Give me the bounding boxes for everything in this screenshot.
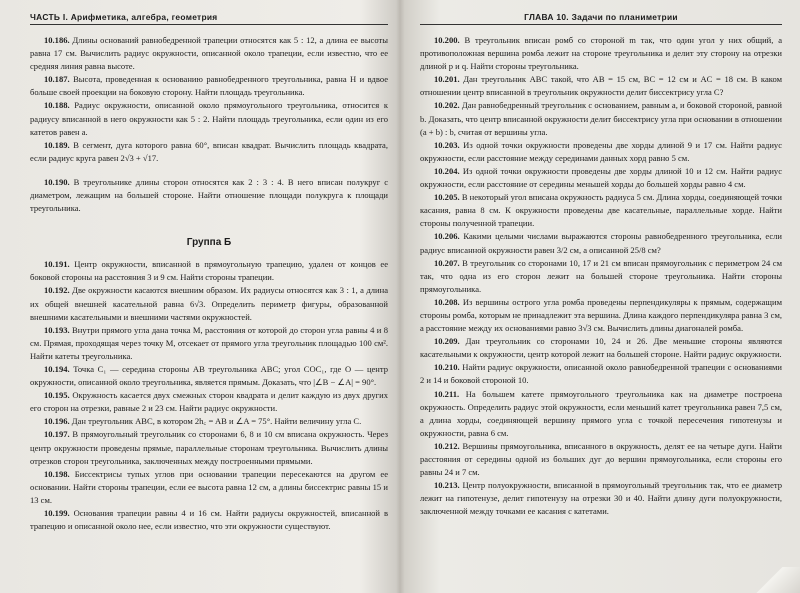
problem-text: Две окружности касаются внешним образом. Их радиусы относятся как 3 : 1, а длина их общей внешней касательной равна 6√3. Определить периметр фигуры, образованной внешними касательными и внешними частями окружностей.: [30, 285, 388, 322]
left-problems-bottom: [30, 258, 388, 533]
problem-number: 10.198.: [44, 468, 70, 479]
problem-text: Внутри прямого угла дана точка M, расстояния от которой до сторон угла равны 4 и 8 см. Прямая, проходящая через точку M, отсекает от прямого угла треугольник площадью 100 см². Найти катеты треугольника.: [30, 324, 388, 361]
problem-number: 10.202.: [434, 100, 460, 111]
problem-text: Из одной точки окружности проведены две хорды длиной 9 и 17 см. Найти радиус окружности, если расстояние между серединами данных хорд равно 5 см.: [420, 139, 782, 163]
problem-number: 10.208.: [434, 296, 460, 307]
problem-10-196: [30, 415, 388, 428]
problem-number: 10.197.: [44, 429, 70, 440]
problem-number: 10.191.: [44, 259, 70, 270]
problem-number: 10.204.: [434, 165, 460, 176]
problem-number: 10.200.: [434, 35, 460, 45]
problem-text: Высота, проведенная к основанию равнобедренного треугольника, равна H и вдвое больше своей проекции на боковую сторону. Найти площадь треугольника.: [30, 74, 388, 98]
problem-10-187: [30, 73, 388, 99]
problem-number: 10.194.: [44, 363, 70, 374]
problem-text: Длины оснований равнобедренной трапеции относятся как 5 : 12, а длина ее высоты равна 17 см. Вычислить радиус окружности, описанной около трапеции, если известно, что ее средняя линия равна высоте.: [30, 35, 388, 72]
problem-10-190: [30, 176, 388, 215]
problem-10-212: [420, 440, 782, 479]
page-corner-curl: [746, 567, 800, 593]
problem-number: 10.212.: [434, 440, 460, 451]
problem-text: Точка C₁ — середина стороны AB треугольника ABC; угол COC₁, где O — центр окружности, описанной около треугольника, является прямым. Доказать, что |∠B − ∠A| = 90°.: [30, 363, 388, 388]
problem-number: 10.187.: [44, 74, 70, 85]
problem-number: 10.209.: [434, 336, 460, 347]
problem-text: Радиус окружности, описанной около прямоугольного треугольника, относится к радиусу вписанной в него окружности как 5 : 2. Найти площадь треугольника, если один из его катетов равен a.: [30, 100, 388, 137]
problem-text: В некоторый угол вписана окружность радиуса 5 см. Длина хорды, соединяющей точки касания, равна 8 см. К окружности проведены две касательные, параллельные хорде. Найти стороны полученной трапеции.: [420, 192, 782, 229]
problem-10-211: [420, 388, 782, 440]
problem-number: 10.210.: [434, 362, 460, 373]
problem-text: Центр окружности, вписанной в прямоугольную трапецию, удален от концов ее боковой стороны на расстояния 3 и 9 см. Найти стороны трапеции.: [30, 259, 388, 283]
problem-10-193: [30, 324, 388, 363]
problem-text: Дан треугольник ABC такой, что AB = 15 см, BC = 12 см и AC = 18 см. В каком отношении центр вписанной в треугольник окружности делит биссектрису угла C?: [420, 74, 782, 98]
problem-text: Основания трапеции равны 4 и 16 см. Найти радиусы окружностей, вписанной в трапецию и описанной около нее, если известно, что эти окружности существуют.: [30, 508, 388, 532]
problem-text: Вершины прямоугольника, вписанного в окружность, делят ее на четыре дуги. Найти расстояния от середины одной из больших дуг до вершин прямоугольника, если стороны его равны 24 и 7 см.: [420, 440, 783, 478]
problem-10-194: [30, 363, 388, 389]
problem-10-210: [420, 361, 782, 387]
problem-number: 10.190.: [44, 176, 70, 187]
problem-text: Из одной точки окружности проведены две хорды длиной 10 и 12 см. Найти радиус окружности, если расстояние от середины меньшей хорды до большей хорды равно 4 см.: [420, 165, 782, 190]
problem-text: Найти радиус окружности, описанной около равнобедренной трапеции с основаниями 2 и 14 и боковой стороной 10.: [420, 362, 783, 386]
problem-number: 10.203.: [434, 139, 460, 150]
problem-text: Какими целыми числами выражаются стороны равнобедренного треугольника, если радиус вписанной окружности равен 3/2 см, а описанной 25/8 см?: [420, 231, 783, 255]
problem-10-188: [30, 99, 388, 138]
problem-10-205: [420, 191, 782, 230]
problem-10-191: [30, 258, 388, 284]
problem-10-209: [420, 335, 782, 361]
problem-10-199: [30, 507, 388, 533]
problem-number: 10.207.: [434, 257, 460, 268]
problem-number: 10.213.: [434, 480, 460, 491]
problem-number: 10.195.: [44, 390, 70, 401]
problem-10-195: [30, 389, 388, 415]
problem-number: 10.206.: [434, 231, 460, 242]
problem-number: 10.199.: [44, 508, 70, 518]
problem-text: В треугольнике длины сторон относятся как 2 : 3 : 4. В него вписан полукруг с диаметром, лежащим на большей стороне. Найти отношение площади полукруга к площади треугольника.: [30, 176, 388, 214]
problem-10-192: [30, 284, 388, 323]
problem-text: На большем катете прямоугольного треугольника как на диаметре построена окружность. Определить радиус этой окружности, если меньший катет треугольника равен 7,5 см, а длина хорды, соединяющей вершину прямого угла с точкой пересечения гипотенузы и окружности, равна 6 см.: [420, 388, 783, 438]
problem-10-189: [30, 139, 388, 165]
problem-number: 10.189.: [44, 139, 70, 150]
problem-10-208: [420, 296, 782, 335]
right-page: [404, 0, 800, 593]
problem-number: 10.188.: [44, 100, 70, 111]
problem-number: 10.193.: [44, 324, 70, 335]
problem-text: В треугольник со сторонами 10, 17 и 21 см вписан прямоугольник с периметром 24 см так, что одна из его сторон лежит на большей стороне треугольника. Найти стороны прямоугольника.: [420, 257, 782, 294]
problem-10-207: [420, 257, 782, 296]
left-problems-top: [30, 34, 388, 215]
problem-text: Дан треугольник ABC, в котором 2h꜀ = AB и ∠A = 75°. Найти величину угла C.: [71, 416, 362, 427]
problem-text: В прямоугольный треугольник со сторонами 6, 8 и 10 см вписана окружность. Через центр окружности проведены прямые, параллельные сторонам треугольника. Вычислить длины отрезков сторон треугольника, заключенных между построенными прямыми.: [30, 429, 389, 466]
problem-number: 10.211.: [434, 388, 460, 399]
problem-text: В треугольник вписан ромб со стороной m так, что один угол у них общий, а противоположная вершина ромба лежит на стороне треугольника и делит эту сторону на отрезки длиной p и q. Найти стороны треугольника.: [420, 35, 783, 72]
problem-text: В сегмент, дуга которого равна 60°, вписан квадрат. Вычислить площадь квадрата, если радиус круга равен 2√3 + √17.: [30, 139, 388, 163]
problem-text: Дан треугольник со сторонами 10, 24 и 26. Две меньшие стороны являются касательными к окружности, центр которой лежит на большей стороне. Найти радиус окружности.: [420, 336, 783, 360]
problem-text: Из вершины острого угла ромба проведены перпендикуляры к прямым, содержащим стороны ромба, которым не принадлежит эта вершина. Длина каждого перпендикуляра равна 3 см, а расстояние между их основаниями равно 3√3 см. Вычислить длины диагоналей ромба.: [420, 296, 782, 334]
problem-number: 10.201.: [434, 74, 460, 85]
problem-number: 10.205.: [434, 192, 460, 203]
left-running-head: ЧАСТЬ I. Арифметика, алгебра, геометрия: [30, 12, 388, 25]
problem-10-213: [420, 479, 782, 518]
problem-10-202: [420, 99, 782, 138]
right-problems: [420, 34, 782, 518]
problem-number: 10.192.: [44, 285, 70, 296]
left-page: [0, 0, 398, 593]
problem-10-200: [420, 34, 782, 73]
problem-10-198: [30, 468, 388, 507]
problem-text: Центр полуокружности, вписанной в прямоугольный треугольник так, что ее диаметр лежит на гипотенузе, делит гипотенузу на отрезки 30 и 40. Найти длину дуги полуокружности, заключенной между точками ее касания с катетами.: [420, 480, 782, 517]
problem-text: Биссектрисы тупых углов при основании трапеции пересекаются на другом ее основании. Найти стороны трапеции, если ее высота равна 12 см, а длины биссектрис равны 15 и 13 см.: [30, 468, 388, 505]
problem-text: Окружность касается двух смежных сторон квадрата и делит каждую из двух других его сторон на отрезки, равные 2 и 23 см. Найти радиус окружности.: [30, 390, 388, 414]
right-running-head: ГЛАВА 10. Задачи по планиметрии: [420, 12, 782, 25]
problem-number: 10.196.: [44, 416, 70, 427]
problem-10-206: [420, 230, 782, 256]
section-title: Группа Б: [186, 237, 232, 249]
problem-10-197: [30, 428, 388, 467]
problem-10-204: [420, 165, 782, 191]
problem-10-203: [420, 139, 782, 165]
problem-10-186: [30, 34, 388, 73]
problem-10-201: [420, 73, 782, 99]
problem-text: Дан равнобедренный треугольник с основанием, равным a, и боковой стороной, равной b. Доказать, что центр вписанной окружности делит биссектрису угла при основании в отношении (a + b) : b, считая от вершины угла.: [420, 100, 783, 137]
problem-number: 10.186.: [44, 35, 70, 45]
